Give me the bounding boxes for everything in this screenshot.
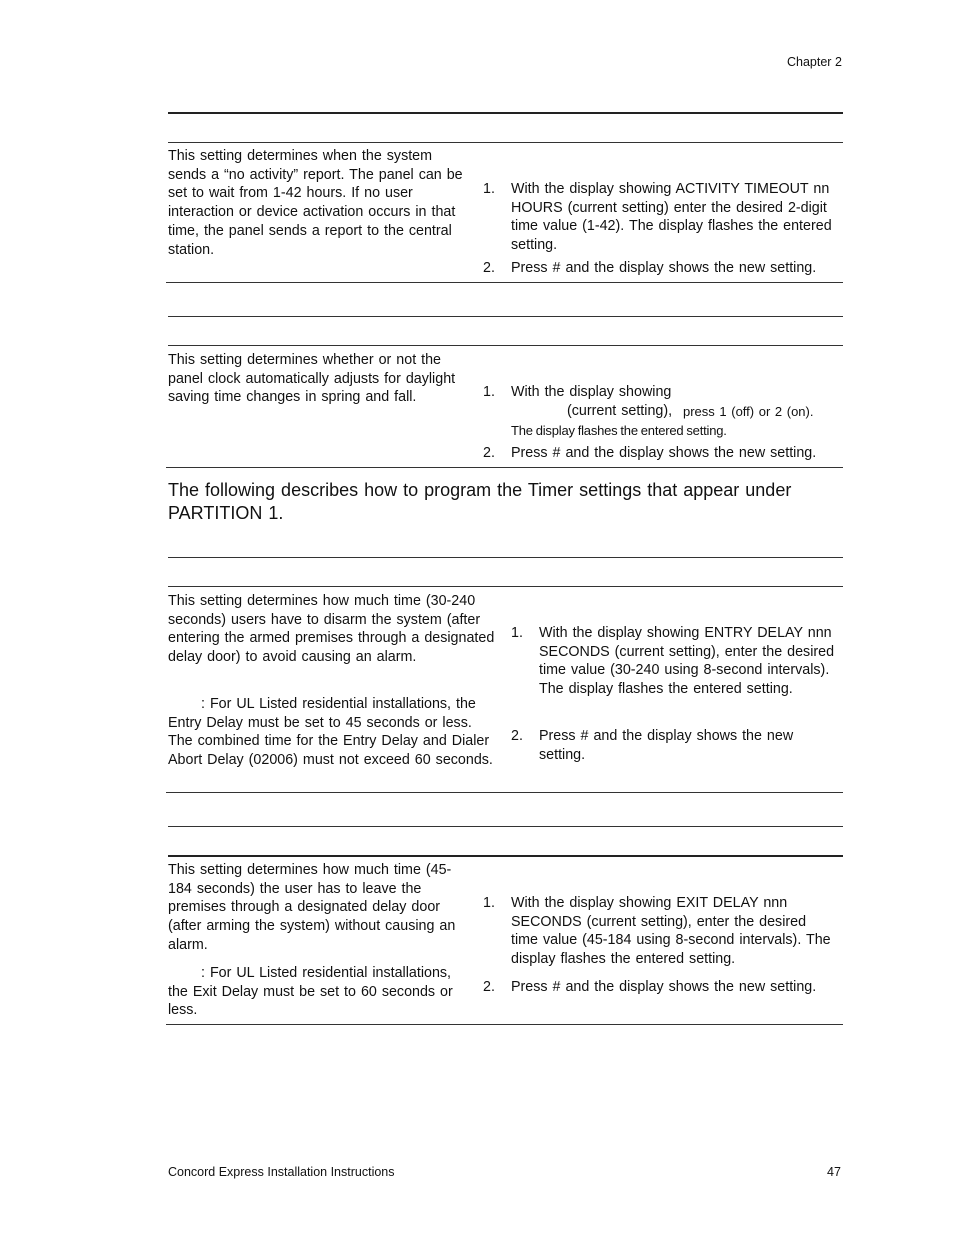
step-text-line-1: With the display showing [511, 384, 672, 400]
step-text-current-setting: (current setting), [567, 403, 673, 419]
step-number: 1. [483, 895, 495, 911]
intro-paragraph: The following describes how to program the Timer settings that appear under PARTITION 1. [168, 480, 792, 523]
step-text-line-3: The display flashes the entered setting. [511, 423, 727, 438]
step-number: 1. [511, 625, 523, 641]
section-3-top-rule [168, 557, 843, 558]
section-2-top-rule [168, 316, 843, 317]
page-number: 47 [827, 1165, 841, 1179]
section-2-header-rule [168, 345, 843, 346]
chapter-label: Chapter 2 [787, 55, 842, 69]
note-text: : For UL Listed residential installations, the Entry Delay must be set to 45 seconds or less. The combined time for the Entry Delay and Dialer Abort Delay (02006) must not exceed 60 seconds. [168, 696, 493, 769]
section-2-description: This setting determines whether or not the panel clock automatically adjusts for daylight saving time changes in spring and fall. [168, 352, 456, 406]
section-4-step-1 [483, 894, 845, 970]
step-text: Press # and the display shows the new setting. [511, 445, 817, 461]
step-text: Press # and the display shows the new setting. [511, 979, 817, 995]
section-2-step-2 [483, 444, 845, 464]
section-3-bottom-rule [166, 792, 843, 793]
section-1-step-2 [483, 259, 845, 279]
step-text-press-option: press 1 (off) or 2 (on). [683, 404, 814, 419]
section-4-note [168, 964, 473, 1020]
section-1-header-rule [168, 142, 843, 143]
footer-title: Concord Express Installation Instructions [168, 1165, 395, 1179]
section-2-step-1 [483, 383, 845, 441]
section-1-bottom-rule [166, 282, 843, 283]
step-text: With the display showing ACTIVITY TIMEOUT nn HOURS (current setting) enter the desired 2-digit time value (1-42). The display flashes the entered setting. [511, 181, 832, 254]
step-text: Press # and the display shows the new setting. [511, 260, 817, 276]
section-4-step-2 [483, 978, 845, 998]
section-1-description: This setting determines when the system sends a “no activity” report. The panel can be set to wait from 1-42 hours. If no user interaction or device activation occurs in that time, the panel sends a report to the central station. [168, 148, 463, 258]
step-text: Press # and the display shows the new setting. [539, 728, 794, 763]
section-1-step-1 [483, 180, 845, 256]
step-number: 2. [483, 260, 495, 276]
step-number: 1. [483, 181, 495, 197]
step-text: With the display showing EXIT DELAY nnn SECONDS (current setting), enter the desired time value (45-184 using 8-second intervals). The display flashes the entered setting. [511, 895, 831, 968]
section-3-description: This setting determines how much time (30-240 seconds) users have to disarm the system (after entering the armed premises through a designated delay door) to avoid causing an alarm. [168, 593, 495, 666]
section-3-step-2 [511, 727, 845, 767]
step-number: 1. [483, 384, 495, 400]
section-1-top-rule [168, 112, 843, 114]
note-text: : For UL Listed residential installations, the Exit Delay must be set to 60 seconds or less. [168, 965, 453, 1019]
section-4-header-rule [168, 855, 843, 857]
section-3-header-rule [168, 586, 843, 587]
step-text: With the display showing ENTRY DELAY nnn SECONDS (current setting), enter the desired time value (30-240 using 8-second intervals). The display flashes the entered setting. [539, 625, 835, 698]
section-2-bottom-rule [166, 467, 843, 468]
section-4-bottom-rule [166, 1024, 843, 1025]
section-3-step-1 [511, 624, 845, 718]
section-3-note [168, 695, 498, 770]
section-4-top-rule [168, 826, 843, 827]
section-4-description: This setting determines how much time (45-184 seconds) the user has to leave the premises through a designated delay door (after arming the system) without causing an alarm. [168, 862, 456, 953]
step-number: 2. [483, 979, 495, 995]
step-number: 2. [483, 445, 495, 461]
step-number: 2. [511, 728, 523, 744]
